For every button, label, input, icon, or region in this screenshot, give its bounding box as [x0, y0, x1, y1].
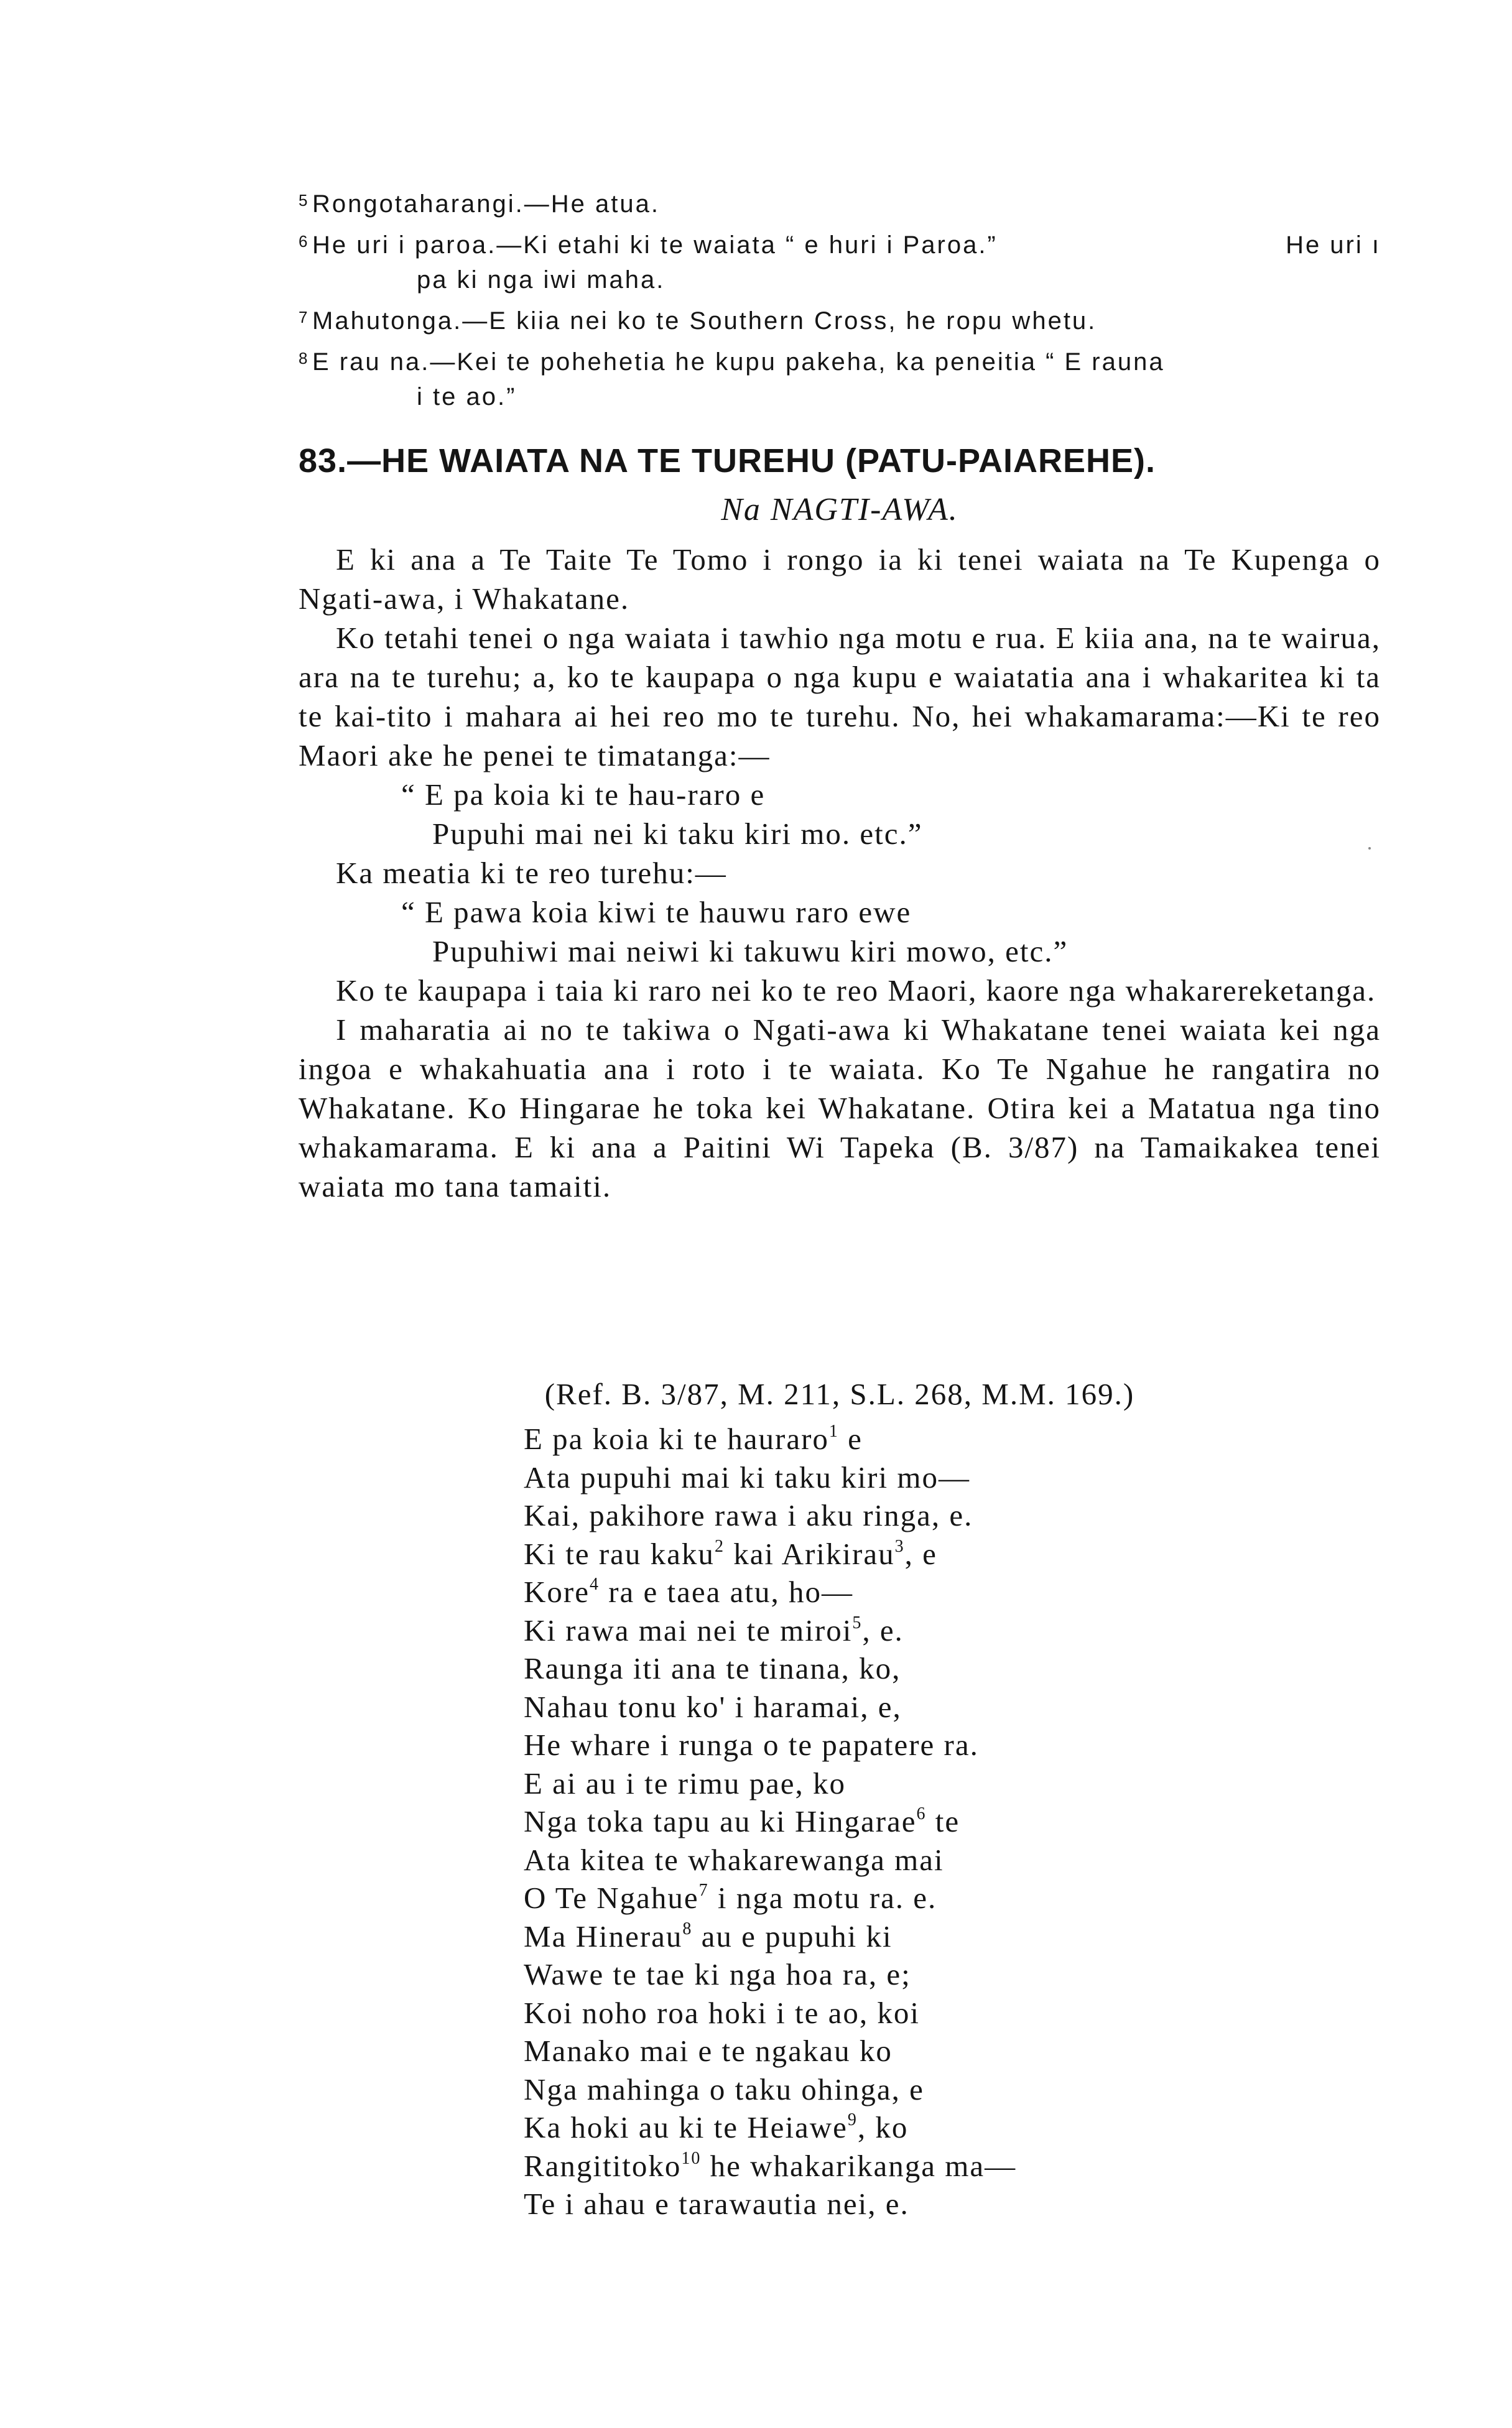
quote-line: “ E pa koia ki te hau-raro e [401, 777, 766, 812]
footnote-8 [299, 345, 1381, 414]
poem-line [524, 2070, 1332, 2109]
poem-text: he whakarikanga ma— [701, 2148, 1017, 2183]
poem-text: i nga motu ra. e. [708, 1881, 937, 1915]
footnote-number: 5 [299, 191, 310, 210]
quote-line: “ E pawa koia kiwi te hauwu raro ewe [401, 895, 912, 929]
poem-text: Ki te rau kaku [524, 1536, 715, 1571]
poem-line [524, 1994, 1332, 2032]
footnote-marker: 6 [916, 1804, 927, 1823]
body-text [299, 540, 1381, 1206]
paragraph: Ko tetahi tenei o nga waiata i tawhio nga motu e rua. E kiia ana, na te wairua, ara na te turehu; a, ko te kaupapa o nga kupu e waiatatia ana i whakaritea ki ta te kai-tito i mahara ai hei reo mo te turehu. No, hei whakamarama:—Ki te reo Maori ake he penei te timatanga:— [299, 621, 1381, 772]
footnote-marker: 1 [828, 1422, 839, 1441]
footnote-number: 7 [299, 308, 310, 327]
poem-text: Rangititoko [524, 2148, 682, 2183]
paragraph: Ka meatia ki te reo turehu:— [336, 856, 727, 890]
footnote-marker: 4 [589, 1575, 600, 1594]
paragraph: Ko te kaupapa i taia ki raro nei ko te reo Maori, kaore nga whakarereketanga. [336, 973, 1376, 1008]
poem-line [524, 1649, 1332, 1688]
poem-text: Te i ahau e tarawautia nei, e. [524, 2187, 909, 2221]
footnote-5 [299, 187, 1381, 221]
footnote-marker: 9 [847, 2110, 858, 2129]
footnote-text: Rongotaharangi.—He atua. [312, 190, 660, 218]
poem-text: , e [904, 1536, 937, 1571]
poem-text: Ata pupuhi mai ki taku kiri mo— [524, 1460, 970, 1494]
poem-text: E ai au i te rimu pae, ko [524, 1766, 846, 1800]
poem-text: , e. [862, 1613, 904, 1647]
poem-line [524, 1726, 1332, 1764]
poem-text: Manako mai e te ngakau ko [524, 2034, 893, 2068]
section-subheading: Na NAGTI-AWA. [721, 492, 958, 527]
footnote-number: 8 [299, 349, 310, 368]
poem-line [524, 2108, 1332, 2147]
footnote-marker: 5 [852, 1613, 863, 1633]
poem-line [524, 1688, 1332, 1726]
paragraph: E ki ana a Te Taite Te Tomo i rongo ia ki tenei waiata na Te Kupenga o Ngati-awa, i Whakatane. [299, 542, 1381, 616]
poem-text: Kore [524, 1575, 590, 1609]
footnote-continuation: pa ki nga iwi maha. [417, 266, 666, 294]
footnote-7 [299, 304, 1381, 338]
poem-line [524, 1420, 1332, 1458]
poem-text: te [926, 1804, 960, 1838]
poem-line [524, 1611, 1332, 1650]
footnote-marker: 2 [714, 1536, 725, 1556]
poem-text: , ko [857, 2110, 909, 2144]
poem-text: Nga toka tapu au ki Hingarae [524, 1804, 917, 1838]
quote-block [299, 892, 1381, 971]
poem-line [524, 1764, 1332, 1803]
poem-line [524, 1802, 1332, 1841]
footnote-text-right: He uri ı [1286, 231, 1381, 259]
footnote-marker: 3 [894, 1536, 905, 1556]
footnote-number: 6 [299, 232, 310, 251]
footnote-marker: 10 [681, 2148, 702, 2168]
speck [1368, 847, 1371, 850]
poem-text: e [838, 1422, 863, 1456]
footnote-marker: 7 [698, 1881, 709, 1900]
footnote-continuation: i te ao.” [417, 383, 517, 410]
poem-text: Raunga iti ana te tinana, ko, [524, 1651, 901, 1685]
quote-line: Pupuhi mai nei ki taku kiri mo. etc.” [432, 817, 923, 851]
poem-line [524, 2032, 1332, 2070]
poem-text: Ma Hinerau [524, 1919, 683, 1953]
poem-text: Ki rawa mai nei te miroi [524, 1613, 853, 1647]
section-heading: 83.—HE WAIATA NA TE TUREHU (PATU-PAIAREHE). [299, 442, 1156, 480]
poem-text: He whare i runga o te papatere ra. [524, 1728, 979, 1762]
poem-line [524, 2185, 1332, 2223]
footnote-text: Mahutonga.—E kiia nei ko te Southern Cross, he ropu whetu. [312, 307, 1097, 335]
poem-text: O Te Ngahue [524, 1881, 699, 1915]
poem-text: Ata kitea te whakarewanga mai [524, 1842, 944, 1877]
paragraph: I maharatia ai no te takiwa o Ngati-awa ki Whakatane tenei waiata kei nga ingoa e whakahuatia ana i roto i te waiata. Ko Te Ngahue he rangatira no Whakatane. Ko Hingarae he toka kei Whakatane. Otira kei a Matatua nga tino whakamarama. E ki ana a Paitini Wi Tapeka (B. 3/87) na Tamaikakea tenei waiata mo tana tamaiti. [299, 1012, 1381, 1203]
quote-line: Pupuhiwi mai neiwi ki takuwu kiri mowo, etc.” [432, 934, 1069, 968]
poem-line [524, 1458, 1332, 1497]
poem-text: kai Arikirau [724, 1536, 895, 1571]
poem-text: Koi noho roa hoki i te ao, koi [524, 1995, 921, 2030]
poem-text: Ka hoki au ki te Heiawe [524, 2110, 848, 2144]
poem-text: Kai, pakihore rawa i aku ringa, e. [524, 1498, 973, 1532]
poem-line [524, 1879, 1332, 1917]
poem-line [524, 1917, 1332, 1956]
poem-text: Wawe te tae ki nga hoa ra, e; [524, 1957, 911, 1991]
poem-line [524, 2147, 1332, 2185]
poem-text: E pa koia ki te hauraro [524, 1422, 829, 1456]
footnote-text: E rau na.—Kei te pohehetia he kupu pakeha, ka peneitia “ E rauna [312, 348, 1165, 376]
poem-line [524, 1573, 1332, 1611]
poem-line [524, 1955, 1332, 1994]
footnotes [299, 187, 1381, 420]
poem-text: au e pupuhi ki [692, 1919, 893, 1953]
reference-line: (Ref. B. 3/87, M. 211, S.L. 268, M.M. 169.) [544, 1377, 1135, 1411]
poem-text: Nahau tonu ko' i haramai, e, [524, 1689, 902, 1724]
quote-block [299, 775, 1381, 853]
poem-text: Nga mahinga o taku ohinga, e [524, 2072, 924, 2106]
poem [524, 1420, 1332, 2223]
footnote-text: He uri i paroa.—Ki etahi ki te waiata “ e huri i Paroa.” [312, 231, 998, 259]
poem-line [524, 1535, 1332, 1573]
poem-line [524, 1496, 1332, 1535]
footnote-marker: 8 [682, 1919, 693, 1939]
footnote-6 [299, 228, 1381, 297]
poem-text: ra e taea atu, ho— [599, 1575, 853, 1609]
poem-line [524, 1841, 1332, 1879]
